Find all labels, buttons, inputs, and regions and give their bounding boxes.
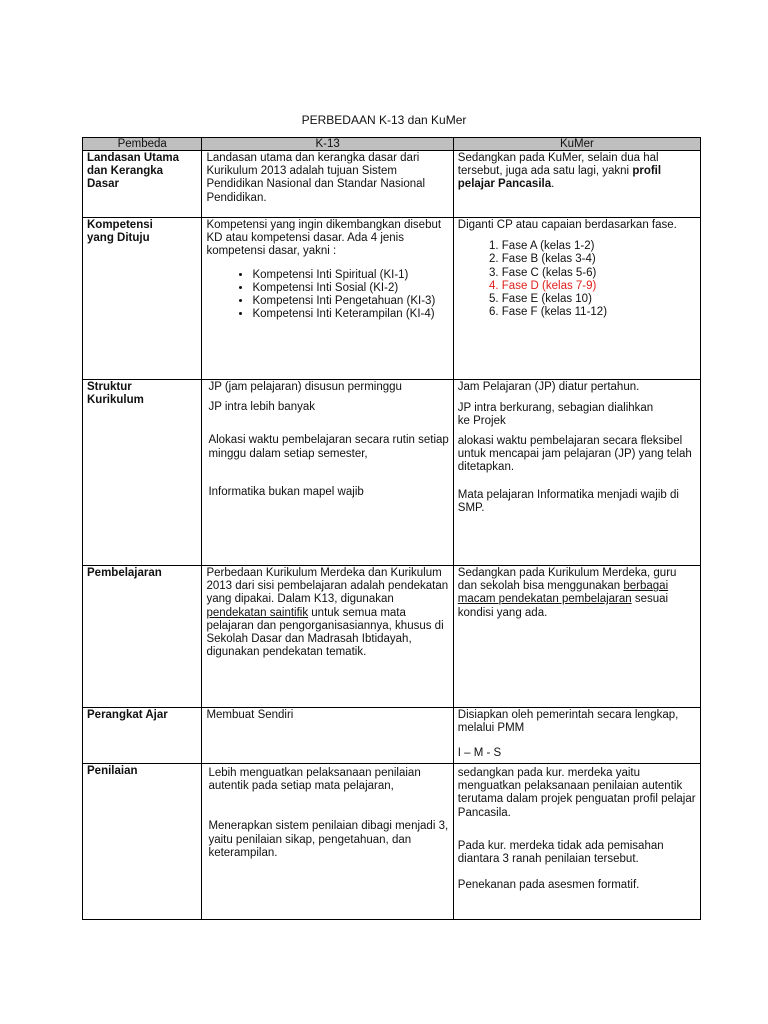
row-pembelajaran <box>83 566 701 708</box>
document-title: PERBEDAAN K-13 dan KuMer <box>301 113 467 127</box>
k13-kompetensi-list <box>206 269 448 322</box>
kumer-perangkat: Disiapkan oleh pemerintah secara lengkap, melalui PMM I – M - S <box>453 708 700 764</box>
profil-pancasila-bold: profil pelajar Pancasila <box>457 165 662 191</box>
row-struktur <box>83 380 701 566</box>
berbagai-pendekatan-text: berbagai macam pendekatan pembelajaran <box>457 580 669 606</box>
pendekatan-saintifik-link-text: pendekatan saintifik <box>206 606 309 619</box>
k13-perangkat: Membuat Sendiri <box>202 708 453 764</box>
list-item: 5. Fase E (kelas 10) <box>502 293 696 306</box>
header-kumer: KuMer <box>453 138 700 151</box>
header-k13: K-13 <box>202 138 453 151</box>
label-struktur: Struktur Kurikulum <box>83 380 202 566</box>
label-kompetensi: Kompetensi yang Dituju <box>83 218 202 380</box>
row-landasan <box>83 151 701 218</box>
list-item: • Kompetensi Inti Keterampilan (KI-4) <box>252 308 448 321</box>
header-pembeda: Pembeda <box>83 138 202 151</box>
list-item: • Kompetensi Inti Spiritual (KI-1) <box>252 269 448 282</box>
k13-kompetensi: Kompetensi yang ingin dikembangkan disebut KD atau kompetensi dasar. Ada 4 jenis kompetensi dasar, yakni : • Kompetensi Inti Spiritual (KI-1) • Kompetensi Inti Sosial (KI-2) • Kompetensi Inti Pengetahuan (KI-3) • Kompetensi Inti Keterampilan (KI-4) <box>202 218 453 380</box>
k13-landasan: Landasan utama dan kerangka dasar dari Kurikulum 2013 adalah tujuan Sistem Pendidikan Nasional dan Standar Nasional Pendidikan. <box>202 151 453 218</box>
row-perangkat <box>83 708 701 764</box>
list-item: • Kompetensi Inti Pengetahuan (KI-3) <box>252 295 448 308</box>
list-item: 1. Fase A (kelas 1-2) <box>502 240 696 253</box>
kumer-penilaian: sedangkan pada kur. merdeka yaitu menguatkan pelaksanaan penilaian autentik terutama dalam projek penguatan profil pelajar Pancasila. Pada kur. merdeka tidak ada pemisahan diantara 3 ranah penilaian tersebut. Penekanan pada asesmen formatif. <box>453 764 700 920</box>
fase-list <box>458 240 696 319</box>
row-kompetensi <box>83 218 701 380</box>
label-perangkat: Perangkat Ajar <box>83 708 202 764</box>
list-item: 3. Fase C (kelas 5-6) <box>502 267 696 280</box>
list-item: • Kompetensi Inti Sosial (KI-2) <box>252 282 448 295</box>
comparison-table <box>82 137 701 920</box>
header-row <box>83 138 701 151</box>
label-penilaian: Penilaian <box>83 764 202 920</box>
kumer-landasan: Sedangkan pada KuMer, selain dua hal tersebut, juga ada satu lagi, yakni profil pelajar Pancasila. <box>453 151 700 218</box>
list-item-highlighted: 4. Fase D (kelas 7-9) <box>502 280 696 293</box>
kumer-pembelajaran: Sedangkan pada Kurikulum Merdeka, guru dan sekolah bisa menggunakan berbagai macam pendekatan pembelajaran sesuai kondisi yang ada. <box>453 566 700 708</box>
kumer-struktur: Jam Pelajaran (JP) diatur pertahun. JP intra berkurang, sebagian dialihkan ke Projek alokasi waktu pembelajaran secara fleksibel untuk mencapai jam pelajaran (JP) yang telah ditetapkan. Mata pelajaran Informatika menjadi wajib di SMP. <box>453 380 700 566</box>
k13-pembelajaran: Perbedaan Kurikulum Merdeka dan Kurikulum 2013 dari sisi pembelajaran adalah pendekatan yang dipakai. Dalam K13, digunakan pendekatan saintifik untuk semua mata pelajaran dan pengorganisasiannya, khusus di Sekolah Dasar dan Madrasah Ibtidayah, digunakan pendekatan tematik. <box>202 566 453 708</box>
label-pembelajaran: Pembelajaran <box>83 566 202 708</box>
kumer-kompetensi: Diganti CP atau capaian berdasarkan fase. 1. Fase A (kelas 1-2) 2. Fase B (kelas 3-4) 3. Fase C (kelas 5-6) 4. Fase D (kelas 7-9) 5. Fase E (kelas 10) 6. Fase F (kelas 11-12) <box>453 218 700 380</box>
k13-penilaian: Lebih menguatkan pelaksanaan penilaian autentik pada setiap mata pelajaran, Menerapkan sistem penilaian dibagi menjadi 3, yaitu penilaian sikap, pengetahuan, dan keterampilan. <box>202 764 453 920</box>
row-penilaian <box>83 764 701 920</box>
list-item: 2. Fase B (kelas 3-4) <box>502 253 696 266</box>
list-item: 6. Fase F (kelas 11-12) <box>502 306 696 319</box>
label-landasan: Landasan Utama dan Kerangka Dasar <box>83 151 202 218</box>
k13-struktur: JP (jam pelajaran) disusun perminggu JP intra lebih banyak Alokasi waktu pembelajaran secara rutin setiap minggu dalam setiap semester, Informatika bukan mapel wajib <box>202 380 453 566</box>
